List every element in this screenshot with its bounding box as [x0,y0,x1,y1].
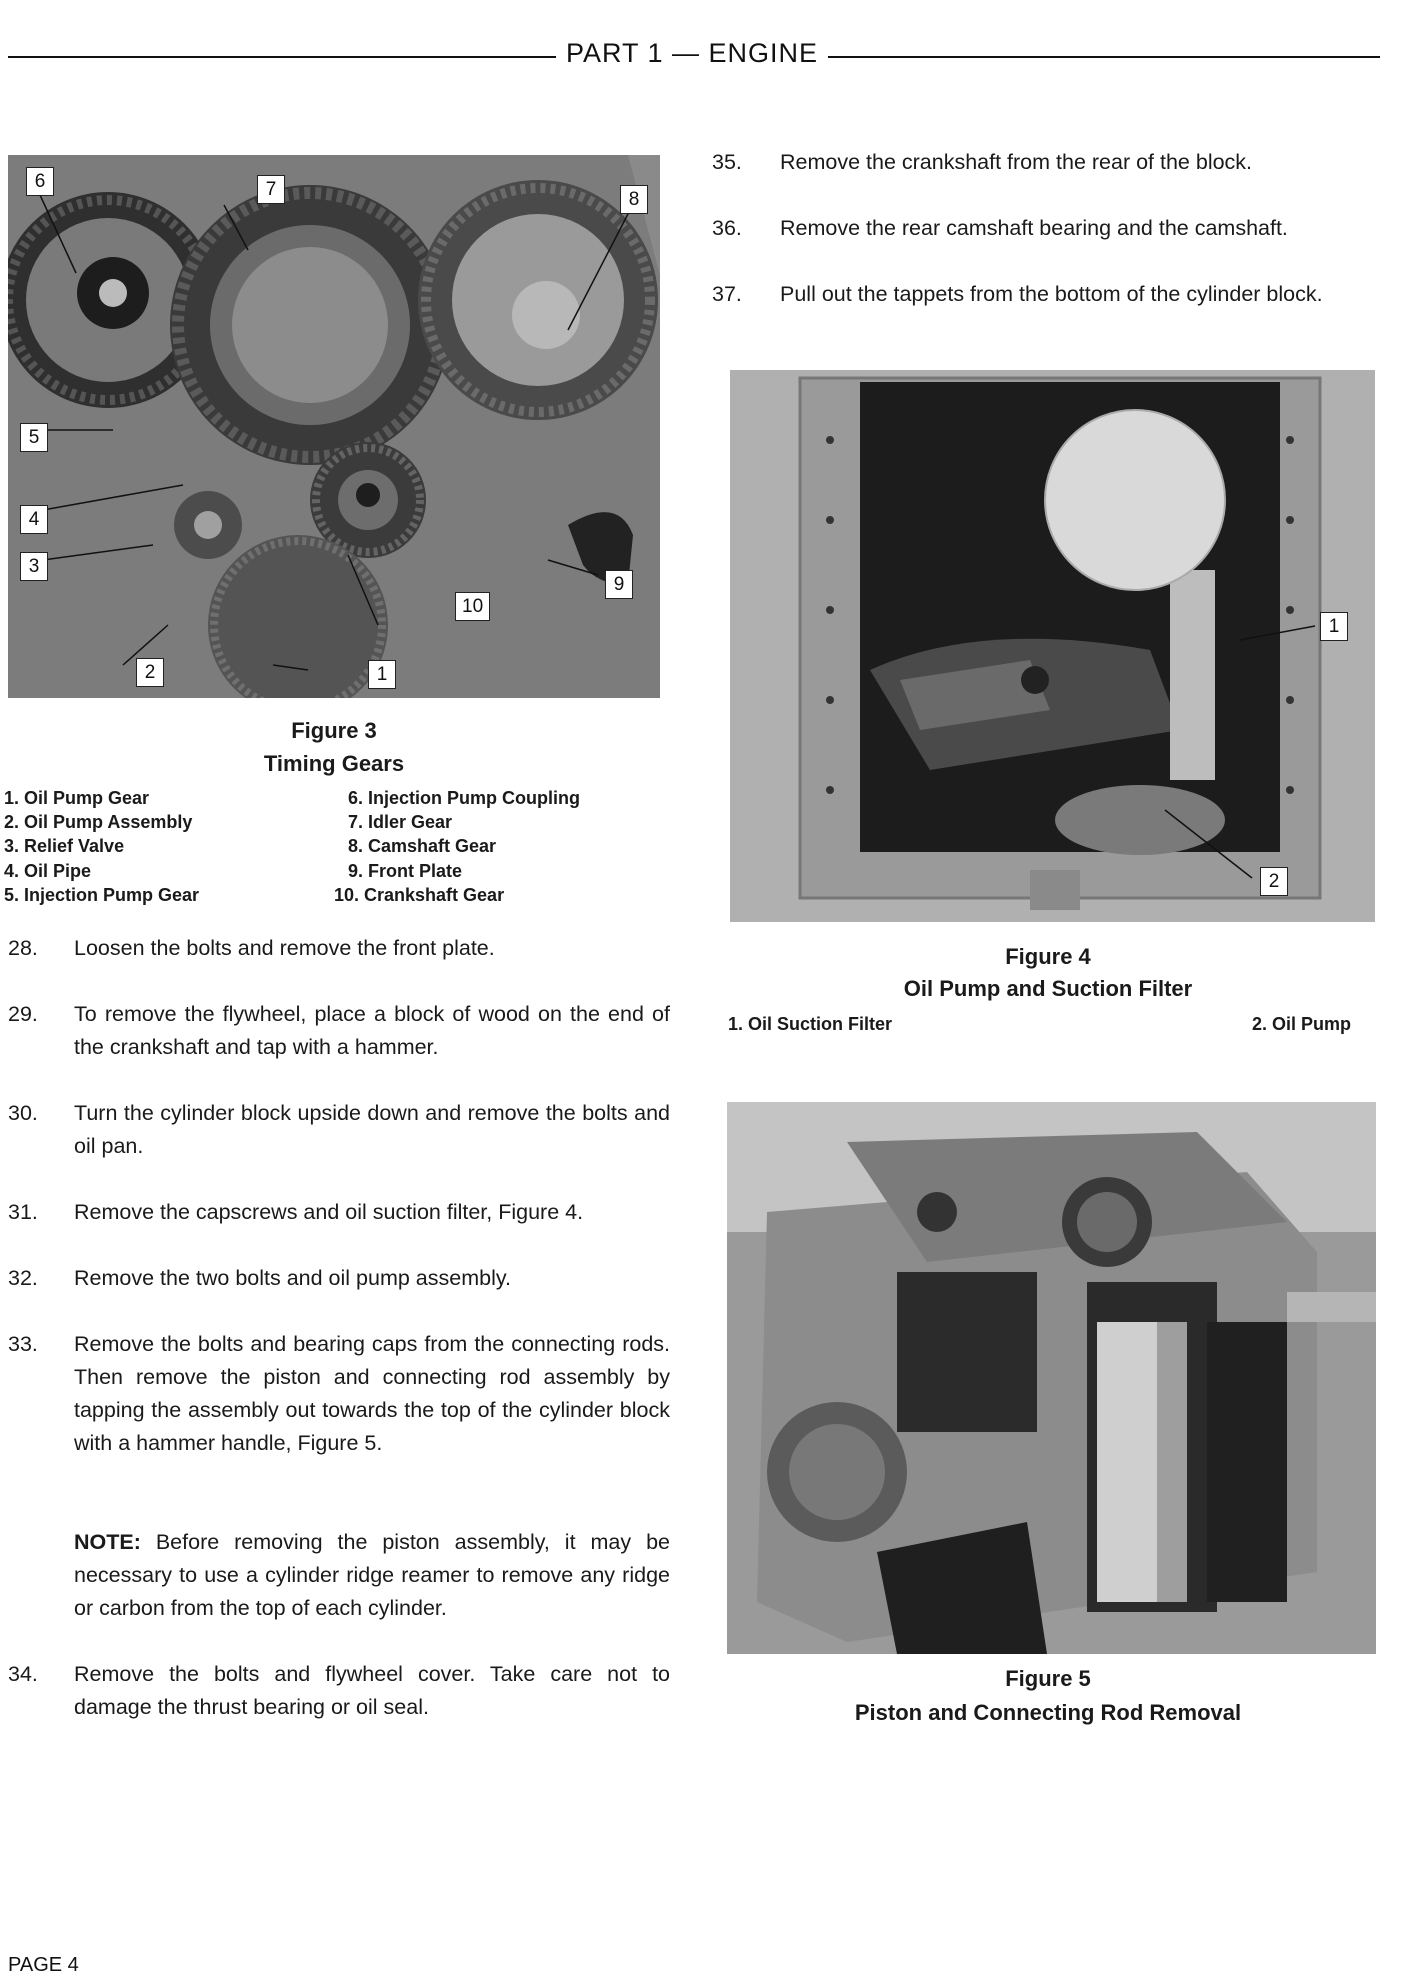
step-number: 30. [8,1101,38,1125]
figure-3-callout-4: 4 [20,505,48,534]
figure-3-legend-item: 5. Injection Pump Gear [4,885,200,905]
step-text: Remove the bolts and flywheel cover. Take care not to damage the thrust bearing or oil seal. [74,1662,670,1719]
step-number: 36. [712,216,742,240]
figure-4-photo [730,370,1375,922]
step-number: 32. [8,1266,38,1290]
figure-3-callout-1: 1 [368,660,396,689]
figure-3-callout-2: 2 [136,658,164,687]
note-text: Before removing the piston assembly, it may be necessary to use a cylinder ridge reamer to remove any ridge or carbon from the top of each cylinder. [74,1530,670,1620]
step-number: 29. [8,1002,38,1026]
note-label: NOTE: [74,1530,141,1554]
step-text: Turn the cylinder block upside down and remove the bolts and oil pan. [74,1101,670,1158]
step-number: 34. [8,1662,38,1686]
step-text: To remove the flywheel, place a block of wood on the end of the crankshaft and tap with a hammer. [74,1002,670,1059]
figure-3-callout-7: 7 [257,175,285,204]
step-text: Remove the rear camshaft bearing and the camshaft. [780,216,1288,240]
piston-connecting-rod-removal-illustration [727,1102,1376,1654]
step-text: Remove the crankshaft from the rear of the block. [780,150,1253,174]
figure-5-number: Figure 5 [1005,1666,1091,1691]
step-number: 37. [712,282,742,306]
figure-5-photo [727,1102,1376,1654]
figure-3-legend-item: 6. Injection Pump Coupling [348,788,580,808]
step-number: 33. [8,1332,38,1356]
figure-3-legend-item: 2. Oil Pump Assembly [4,812,193,832]
figure-3-callout-6: 6 [26,167,54,196]
figure-3-callout-8: 8 [620,185,648,214]
page-number: PAGE 4 [8,1954,79,1976]
figure-3-legend-item: 7. Idler Gear [348,812,453,832]
step-text: Pull out the tappets from the bottom of the cylinder block. [780,282,1323,306]
figure-3-photo [8,155,660,698]
header-rule-right [828,56,1380,58]
figure-5-title: Piston and Connecting Rod Removal [854,1700,1242,1725]
timing-gears-illustration [8,155,660,698]
figure-3-callout-3: 3 [20,552,48,581]
figure-3-legend-item: 8. Camshaft Gear [348,836,497,856]
figure-4-callout-1: 1 [1320,612,1348,641]
figure-3-title: Timing Gears [263,751,405,776]
figure-3-legend-item: 3. Relief Valve [4,836,125,856]
figure-4-title: Oil Pump and Suction Filter [903,976,1193,1001]
figure-3-number: Figure 3 [291,718,377,743]
step-text: Loosen the bolts and remove the front plate. [74,936,495,960]
step-number: 28. [8,936,38,960]
figure-4-legend-item: 2. Oil Pump [1252,1014,1352,1034]
step-number: 31. [8,1200,38,1224]
figure-3-callout-9: 9 [605,570,633,599]
idler-gear-shape [170,185,450,465]
note-paragraph [74,1526,670,1625]
step-number: 35. [712,150,742,174]
header-rule-left [8,56,556,58]
figure-3-callout-10: 10 [455,592,490,621]
figure-3-callout-5: 5 [20,423,48,452]
step-text: Remove the capscrews and oil suction filter, Figure 4. [74,1200,584,1224]
figure-3-legend-item: 4. Oil Pipe [4,861,92,881]
step-text: Remove the bolts and bearing caps from the connecting rods. Then remove the piston and connecting rod assembly by tapping the assembly out towards the top of the cylinder block with a hammer handle, Figure 5. [74,1332,670,1455]
figure-4-callout-2: 2 [1260,867,1288,896]
figure-4-number: Figure 4 [1005,944,1091,969]
figure-3-legend-item: 10. Crankshaft Gear [334,885,505,905]
page-header-title: PART 1 — ENGINE [565,38,819,68]
oil-pump-suction-filter-illustration [730,370,1375,922]
camshaft-gear-shape [418,180,658,420]
figure-3-legend-item: 1. Oil Pump Gear [4,788,150,808]
figure-4-legend-item: 1. Oil Suction Filter [728,1014,893,1034]
step-text: Remove the two bolts and oil pump assembly. [74,1266,511,1290]
figure-3-legend-item: 9. Front Plate [348,861,463,881]
